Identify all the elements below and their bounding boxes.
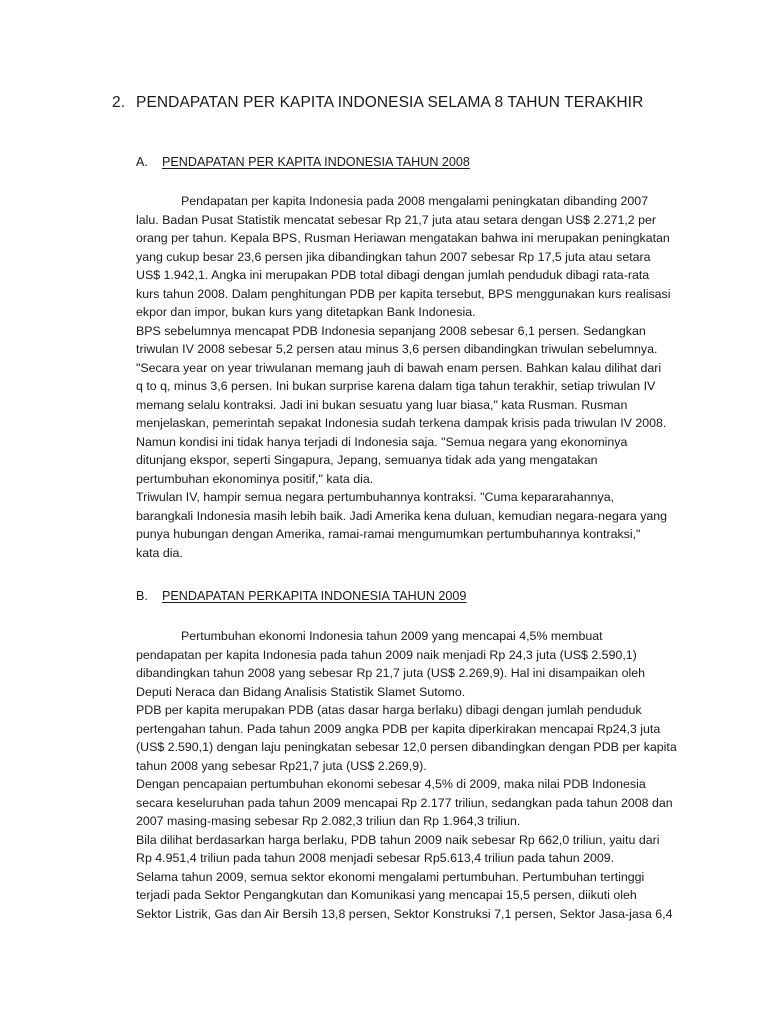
heading-number: 2. [112, 94, 126, 111]
paragraph-line: ekpor dan impor, bukan kurs yang ditetapkan Bank Indonesia. [136, 305, 476, 319]
paragraph-line: Dengan pencapaian pertumbuhan ekonomi sebesar 4,5% di 2009, maka nilai PDB Indonesia [136, 777, 646, 791]
paragraph-line: memang selalu kontraksi. Jadi ini bukan sesuatu yang luar biasa," kata Rusman. Rusman [136, 397, 628, 412]
paragraph-line: menjelaskan, pemerintah sepakat Indonesia sudah terkena dampak krisis pada triwulan IV 2008. [136, 416, 667, 430]
paragraph-line: Selama tahun 2009, semua sektor ekonomi mengalami pertumbuhan. Pertumbuhan tertinggi [136, 869, 645, 884]
section-a-title: PENDAPATAN PER KAPITA INDONESIA TAHUN 2008 [162, 155, 470, 169]
paragraph-line: pendapatan per kapita Indonesia pada tahun 2009 naik menjadi Rp 24,3 juta (US$ 2.590,1) [136, 647, 637, 662]
paragraph-line: q to q, minus 3,6 persen. Ini bukan surprise karena dalam tiga tahun terakhir, setiap triwulan IV [136, 379, 656, 393]
paragraph-line: Bila dilihat berdasarkan harga berlaku, PDB tahun 2009 naik sebesar Rp 662,0 triliun, yaitu dari [136, 832, 660, 847]
paragraph-line: Rp 4.951,4 triliun pada tahun 2008 menjadi sebesar Rp5.613,4 triliun pada tahun 2009. [136, 851, 615, 865]
paragraph-line: Sektor Listrik, Gas dan Air Bersih 13,8 persen, Sektor Konstruksi 7,1 persen, Sektor Jasa-jasa 6,4 [136, 906, 673, 921]
section-b-title: PENDAPATAN PERKAPITA INDONESIA TAHUN 2009 [162, 589, 467, 603]
paragraph-line: triwulan IV 2008 sebesar 5,2 persen atau minus 3,6 persen dibandingkan triwulan sebelumnya. [136, 342, 658, 356]
paragraph-line: Pendapatan per kapita Indonesia pada 2008 mengalami peningkatan dibanding 2007 [181, 194, 649, 208]
paragraph-line: US$ 1.942,1. Angka ini merupakan PDB total dibagi dengan jumlah penduduk dibagi rata-rata [136, 268, 650, 282]
section-b-letter: B. [136, 589, 148, 603]
paragraph-line: kata dia. [136, 545, 183, 560]
section-b-body [136, 627, 684, 923]
paragraph-line: kurs tahun 2008. Dalam penghitungan PDB per kapita tersebut, BPS menggunakan kurs realisasi [136, 286, 671, 301]
paragraph-line: Triwulan IV, hampir semua negara pertumbuhannya kontraksi. "Cuma kepararahannya, [136, 490, 615, 504]
paragraph-line: Pertumbuhan ekonomi Indonesia tahun 2009 yang mencapai 4,5% membuat [181, 629, 603, 643]
paragraph-line: "Secara year on year triwulanan memang jauh di bawah enam persen. Bahkan kalau dilihat dari [136, 360, 662, 375]
paragraph-line: pertumbuhan ekonominya positif," kata dia. [136, 471, 374, 486]
section-a-heading [136, 155, 470, 169]
paragraph-line: 2007 masing-masing sebesar Rp 2.082,3 triliun dan Rp 1.964,3 triliun. [136, 814, 521, 828]
paragraph-line: pertengahan tahun. Pada tahun 2009 angka PDB per kapita diperkirakan mencapai Rp24,3 juta [136, 721, 661, 736]
paragraph-line: secara keseluruhan pada tahun 2009 mencapai Rp 2.177 triliun, sedangkan pada tahun 2008 dan [136, 795, 673, 810]
paragraph-line: Deputi Neraca dan Bidang Analisis Statistik Slamet Sutomo. [136, 684, 466, 699]
section-a-body [136, 192, 684, 562]
paragraph-line: barangkali Indonesia masih lebih baik. Jadi Amerika kena duluan, kemudian negara-negara yang [136, 508, 668, 523]
paragraph-line: tahun 2008 yang sebesar Rp21,7 juta (US$ 2.269,9). [136, 758, 427, 773]
paragraph-line: lalu. Badan Pusat Statistik mencatat sebesar Rp 21,7 juta atau setara dengan US$ 2.271,2 per [136, 212, 657, 227]
paragraph-line: PDB per kapita merupakan PDB (atas dasar harga berlaku) dibagi dengan jumlah penduduk [136, 703, 642, 717]
section-b-heading [136, 589, 466, 603]
main-heading [112, 94, 643, 112]
heading-title: PENDAPATAN PER KAPITA INDONESIA SELAMA 8 TAHUN TERAKHIR [136, 94, 644, 111]
paragraph-line: ditunjang ekspor, seperti Singapura, Jepang, semuanya tidak ada yang mengatakan [136, 453, 598, 467]
section-a-letter: A. [136, 155, 148, 169]
paragraph-line: orang per tahun. Kepala BPS, Rusman Heriawan mengatakan bahwa ini merupakan peningkatan [136, 231, 670, 245]
paragraph-line: BPS sebelumnya mencapat PDB Indonesia sepanjang 2008 sebesar 6,1 persen. Sedangkan [136, 323, 646, 338]
paragraph-line: dibandingkan tahun 2008 yang sebesar Rp 21,7 juta (US$ 2.269,9). Hal ini disampaikan oleh [136, 666, 646, 680]
paragraph-line: punya hubungan dengan Amerika, ramai-ramai mengumumkan pertumbuhannya kontraksi," [136, 527, 641, 541]
paragraph-line: Namun kondisi ini tidak hanya terjadi di Indonesia saja. "Semua negara yang ekonominya [136, 434, 628, 449]
paragraph-line: terjadi pada Sektor Pengangkutan dan Komunikasi yang mencapai 15,5 persen, diikuti oleh [136, 888, 637, 902]
paragraph-line: yang cukup besar 23,6 persen jika dibandingkan tahun 2007 sebesar Rp 17,5 juta atau setara [136, 249, 651, 264]
paragraph-line: (US$ 2.590,1) dengan laju peningkatan sebesar 12,0 persen dibandingkan dengan PDB per kapita [136, 740, 677, 754]
